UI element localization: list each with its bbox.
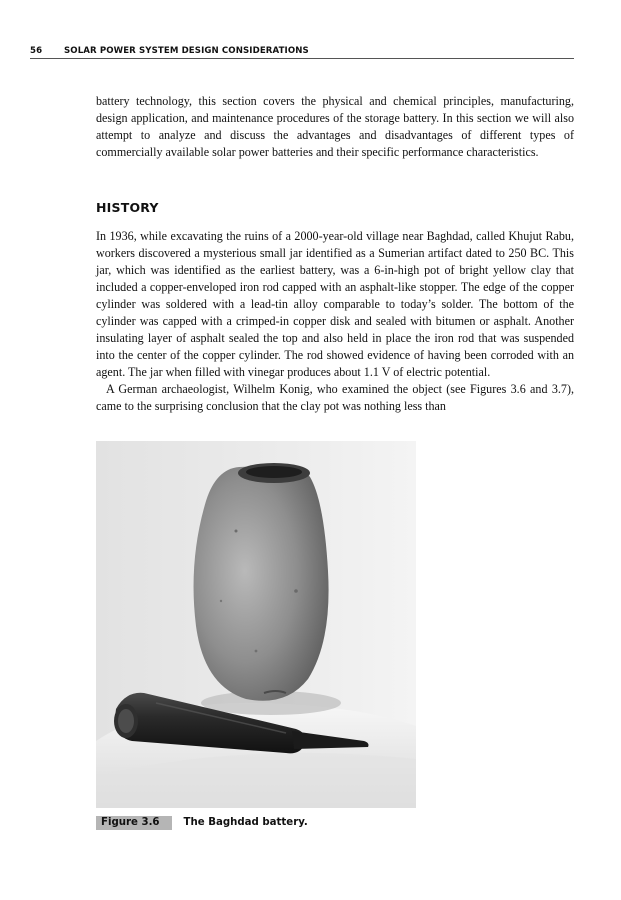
body-paragraph-1: In 1936, while excavating the ruins of a 2000-year-old village near Baghdad, called Khujut Rabu, workers discovered a mysterious small jar identified as a Sumerian artifact dated to 250 BC. This jar, which was identified as the earliest battery, was a 6-in-high pot of bright yellow clay that included a copper-enveloped iron rod capped with an asphalt-like stopper. The edge of the copper cylinder was soldered with a lead-tin alloy comparable to today’s solder. The bottom of the cylinder was capped with a crimped-in copper disk and sealed with bitumen or asphalt. Another insulating layer of asphalt sealed the top and also held in place the iron rod that was suspended into the center of the copper cylinder. The rod showed evidence of having been corroded with an agent. The jar when filled with vinegar produces about 1.1 V of electric potential. [96,229,574,379]
figure-caption [96,816,308,830]
baghdad-battery-photo [96,441,416,808]
figure-title: The Baghdad battery. [183,817,308,828]
body-paragraph-2: A German archaeologist, Wilhelm Konig, who examined the object (see Figures 3.6 and 3.7), came to the surprising conclusion that the clay pot was nothing less than [96,382,574,413]
section-heading: HISTORY [96,200,159,215]
running-title: SOLAR POWER SYSTEM DESIGN CONSIDERATIONS [64,46,309,56]
running-header [30,46,574,59]
figure-number: Figure 3.6 [96,816,172,830]
intro-paragraph: battery technology, this section covers the physical and chemical principles, manufacturing, design application, and maintenance procedures of the storage battery. In this section we will also attempt to analyze and discuss the advantages and disadvantages of different types of commercially available solar power batteries and their specific performance characteristics. [96,94,574,159]
page-number: 56 [30,46,43,56]
